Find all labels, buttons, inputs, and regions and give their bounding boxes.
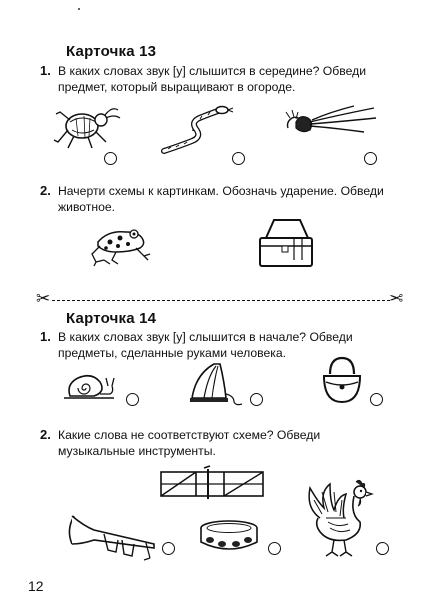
answer-circle[interactable] bbox=[232, 152, 245, 165]
snake-icon bbox=[162, 105, 234, 155]
iron-icon bbox=[186, 360, 246, 408]
beetle-icon bbox=[52, 100, 122, 150]
frog-icon bbox=[90, 220, 154, 266]
trumpet-icon bbox=[64, 510, 160, 562]
answer-circle[interactable] bbox=[250, 393, 263, 406]
task-text: Какие слова не соответствуют схеме? Обведи музыкальные инструменты. bbox=[58, 428, 321, 458]
card-14-title: Карточка 14 bbox=[66, 310, 157, 327]
scissors-icon-left: ✂ bbox=[36, 289, 51, 308]
page-number: 12 bbox=[28, 578, 44, 594]
task-number: 1. bbox=[40, 329, 51, 344]
answer-circle[interactable] bbox=[370, 393, 383, 406]
answer-circle[interactable] bbox=[364, 152, 377, 165]
task-text: В каких словах звук [у] слышится в начале? Обведи предметы, сделанные руками человека. bbox=[58, 330, 353, 360]
card-13-task-2 bbox=[40, 183, 400, 217]
card-13-title: Карточка 13 bbox=[66, 43, 157, 60]
bag-icon bbox=[256, 216, 316, 268]
task-text: В каких словах звук [у] слышится в середине? Обведи предмет, который выращивают в огороде. bbox=[58, 64, 367, 94]
task-number: 2. bbox=[40, 183, 51, 198]
cut-line bbox=[52, 300, 390, 301]
sound-scheme bbox=[160, 466, 264, 500]
onion-icon bbox=[284, 104, 380, 140]
task-text: Начерти схемы к картинкам. Обозначь ударение. Обведи животное. bbox=[58, 184, 384, 214]
answer-circle[interactable] bbox=[268, 542, 281, 555]
snail-icon bbox=[60, 368, 120, 400]
card-13-task-1 bbox=[40, 63, 400, 97]
answer-circle[interactable] bbox=[376, 542, 389, 555]
bag-icon bbox=[320, 354, 364, 406]
answer-circle[interactable] bbox=[126, 393, 139, 406]
scissors-icon-right: ✂ bbox=[389, 289, 404, 308]
speck bbox=[78, 8, 80, 10]
rooster-icon bbox=[300, 478, 374, 558]
card-14-task-2 bbox=[40, 427, 400, 461]
answer-circle[interactable] bbox=[162, 542, 175, 555]
task-number: 2. bbox=[40, 427, 51, 442]
task-number: 1. bbox=[40, 63, 51, 78]
tambourine-icon bbox=[198, 518, 260, 554]
answer-circle[interactable] bbox=[104, 152, 117, 165]
